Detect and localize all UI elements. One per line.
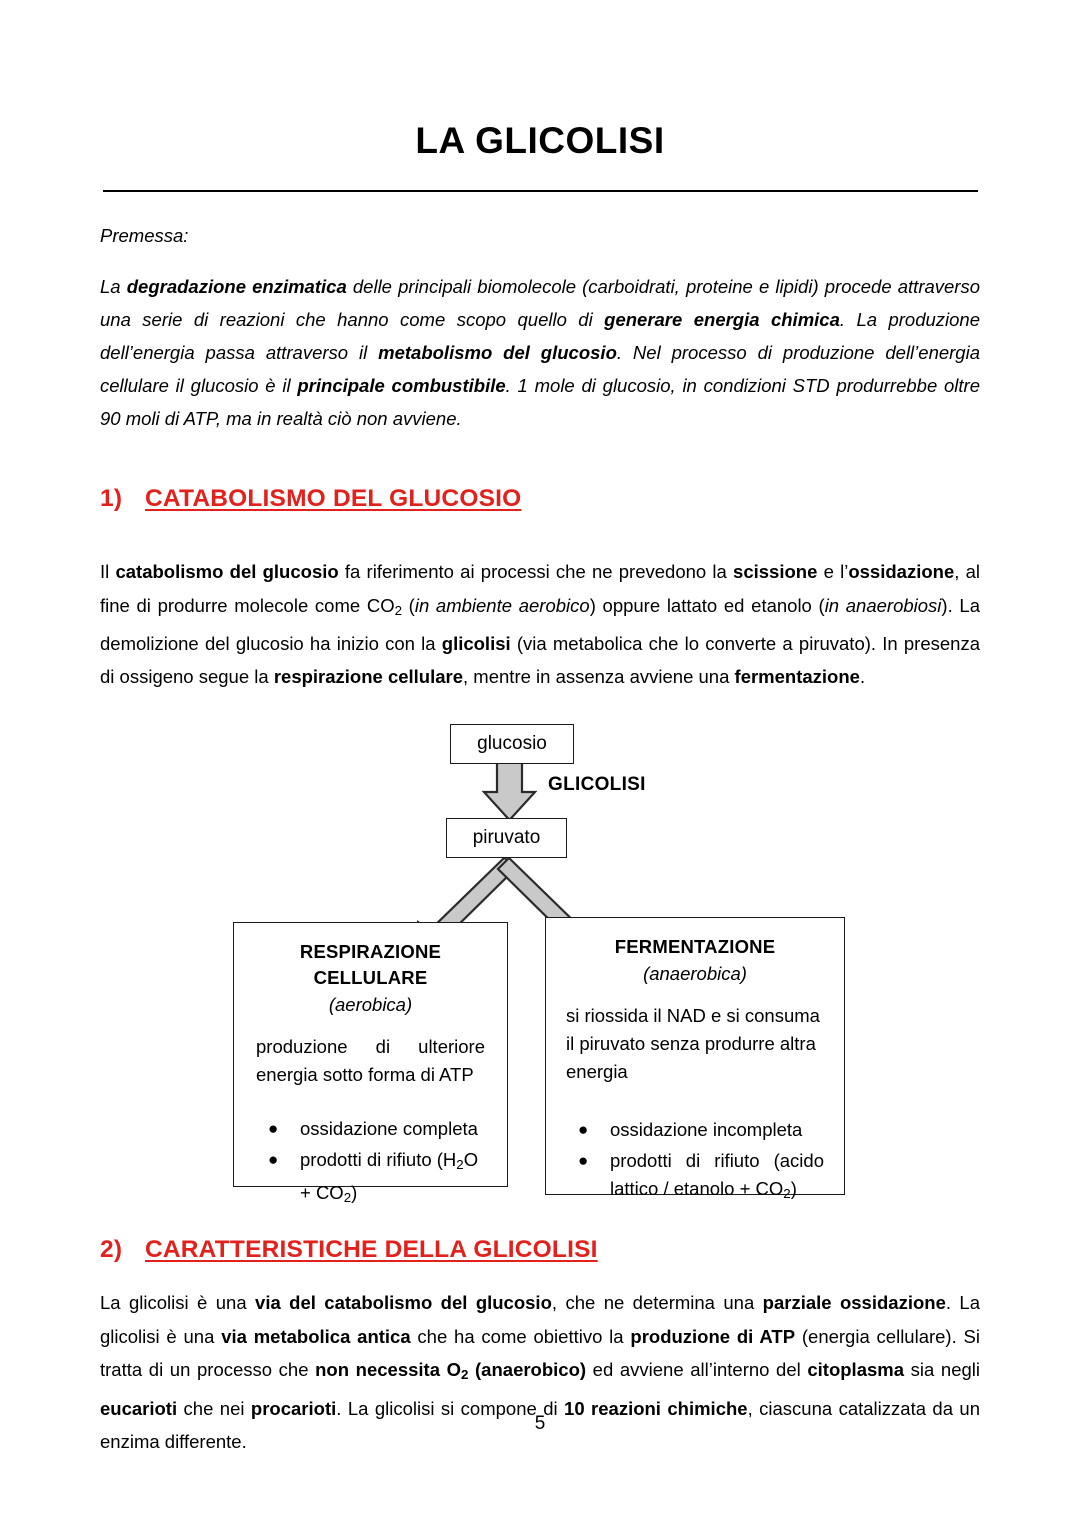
page-content [100,0,980,1477]
page-number: 5 [534,1413,546,1434]
diagram-box-respirazione-cellulare [233,922,508,1206]
fermentazione-bullet-list [566,1116,824,1208]
section1-paragraph: Il catabolismo del glucosio fa riferimento ai processi che ne prevedono la scissione e l’ossidazione, al fine di produrre molecole come $CO_2$ (in ambiente aerobico) oppure lattato ed etanolo (in anaerobiosi). La demolizione del glucosio ha inizio con la glicolisi (via metabolica che lo converte a piruvato). In presenza di ossigeno segue la respirazione cellulare, mentre in assenza avviene una fermentazione. [100,561,980,688]
glycolysis-flow-diagram [100,712,980,1206]
list-item-label: prodotti di rifiuto $(H_2O + CO_2)$ [300,1149,479,1206]
list-item [566,1116,824,1144]
list-item [256,1146,485,1212]
page-title: LA GLICOLISI [415,120,665,161]
respirazione-body: produzione di ulteriore energia sotto forma di ATP [256,1036,485,1086]
section-heading-1 [100,485,980,513]
section-title-1: CATABOLISMO DEL GLUCOSIO [145,485,522,512]
fermentazione-body: si riossida il NAD e si consuma il piruvato senza produrre altra energia [566,1005,820,1083]
list-item-label: ossidazione completa [300,1118,478,1140]
section-number-2: 2) [100,1236,123,1264]
bullet-icon: ● [578,1120,589,1140]
section2-paragraph: La glicolisi è una via del catabolismo del glucosio, che ne determina una parziale ossidazione. La glicolisi è una via metabolica antica che ha come obiettivo la produzione di ATP (energia cellulare). Si tratta di un processo che non necessita $O_2$ (anaerobico) ed avviene all’interno del citoplasma sia negli eucarioti che nei procarioti. La glicolisi si compone di 10 reazioni chimiche, ciascuna catalizzata da un enzima differente. [100,1292,981,1453]
diagram-box-fermentazione [545,917,845,1202]
bullet-icon: ● [268,1150,279,1170]
list-item-label: prodotti di rifiuto (acido lattico / etanolo + $CO_2$) [610,1150,824,1202]
respirazione-subtitle: (aerobica) [328,994,413,1016]
title-divider [103,190,978,192]
diagram-box-glucosio: glucosio [450,724,574,764]
bullet-icon: ● [268,1119,279,1139]
bullet-icon: ● [578,1151,589,1171]
section-number-1: 1) [100,485,123,512]
list-item [566,1147,824,1208]
list-item [256,1115,485,1143]
arrow-glucosio-to-piruvato [484,762,535,820]
diagram-box-piruvato: piruvato [446,818,567,858]
diagram-arrows [100,712,980,1192]
respirazione-bullet-list [256,1115,485,1212]
fermentazione-subtitle: (anaerobica) [643,963,747,985]
diagram-label-glicolisi: GLICOLISI [548,774,646,796]
respirazione-title: RESPIRAZIONE CELLULARE [299,941,442,989]
premessa-label: Premessa: [100,225,189,246]
section-heading-2 [100,1236,980,1264]
section-title-2: CARATTERISTICHE DELLA GLICOLISI [145,1236,598,1264]
premessa-paragraph: La degradazione enzimatica delle principali biomolecole (carboidrati, proteine e lipidi) procede attraverso una serie di reazioni che hanno come scopo quello di generare energia chimica. La produzione dell’energia passa attraverso il metabolismo del glucosio. Nel processo di produzione dell’energia cellulare il glucosio è il principale combustibile. 1 mole di glucosio, in condizioni STD produrrebbe oltre 90 moli di ATP, ma in realtà ciò non avviene. [100,276,981,429]
fermentazione-title: FERMENTAZIONE [614,936,776,958]
list-item-label: ossidazione incompleta [610,1119,803,1141]
